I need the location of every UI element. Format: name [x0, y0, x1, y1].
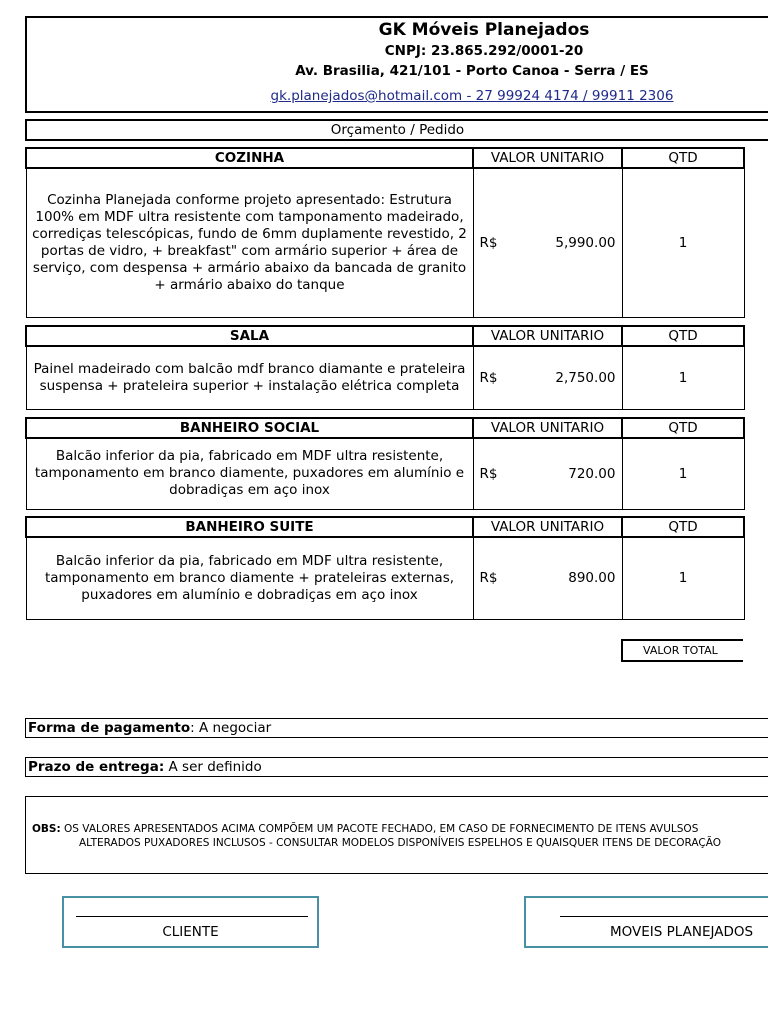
currency-symbol: R$ — [479, 570, 498, 587]
item-qty: 1 — [622, 346, 744, 409]
delivery-value: A ser definido — [164, 759, 262, 775]
column-header-price: VALOR UNITARIO — [473, 418, 622, 438]
document-title: Orçamento / Pedido — [25, 119, 768, 141]
payment-value: : A negociar — [190, 720, 272, 736]
obs-label: OBS: — [32, 823, 61, 835]
column-header-qty: QTD — [622, 517, 744, 537]
item-price — [473, 346, 622, 409]
item-qty: 1 — [622, 537, 744, 619]
section-table-cozinha — [25, 147, 745, 318]
currency-symbol: R$ — [479, 234, 498, 251]
section-title: BANHEIRO SOCIAL — [26, 418, 473, 438]
column-header-qty: QTD — [622, 148, 744, 168]
currency-symbol: R$ — [479, 369, 498, 386]
client-signature-box — [62, 896, 319, 948]
delivery-label: Prazo de entrega: — [28, 759, 165, 775]
section-title: SALA — [26, 326, 473, 346]
payment-label: Forma de pagamento — [28, 720, 191, 736]
column-header-price: VALOR UNITARIO — [473, 326, 622, 346]
price-value: 720.00 — [568, 465, 616, 482]
item-qty: 1 — [622, 168, 744, 317]
section-table-banheiro-social — [25, 417, 745, 510]
column-header-price: VALOR UNITARIO — [473, 517, 622, 537]
item-price — [473, 537, 622, 619]
column-header-qty: QTD — [622, 418, 744, 438]
company-contact-link[interactable]: gk.planejados@hotmail.com - 27 99924 4174 / 99911 2306 — [270, 88, 674, 104]
table-row — [26, 537, 744, 619]
item-description: Balcão inferior da pia, fabricado em MDF ultra resistente, tamponamento em branco diamente, puxadores em alumínio e dobradiças em aço inox — [26, 438, 473, 509]
company-name: GK Móveis Planejados — [378, 20, 590, 40]
column-header-qty: QTD — [622, 326, 744, 346]
table-row — [26, 438, 744, 509]
delivery-terms — [25, 757, 768, 777]
section-table-sala — [25, 325, 745, 410]
item-price — [473, 168, 622, 317]
total-label: VALOR TOTAL — [621, 639, 743, 662]
item-description: Painel madeirado com balcão mdf branco diamante e prateleira suspensa + prateleira superior + instalação elétrica completa — [26, 346, 473, 409]
obs-text-1: OS VALORES APRESENTADOS ACIMA COMPÕEM UM PACOTE FECHADO, EM CASO DE FORNECIMENTO DE ITENS AVULSOS — [60, 823, 699, 835]
obs-line-2: ALTERADOS PUXADORES INCLUSOS - CONSULTAR MODELOS DISPONÍVEIS ESPELHOS E QUAISQUER ITENS DE DECORAÇÃO — [79, 837, 721, 849]
section-title: BANHEIRO SUITE — [26, 517, 473, 537]
item-description: Balcão inferior da pia, fabricado em MDF ultra resistente, tamponamento em branco diamente + prateleiras externas, puxadores em alumínio e dobradiças em aço inox — [26, 537, 473, 619]
item-price — [473, 438, 622, 509]
company-signature-box — [524, 896, 768, 948]
table-row — [26, 346, 744, 409]
company-signature-label: MOVEIS PLANEJADOS — [610, 924, 754, 940]
table-row — [26, 168, 744, 317]
section-table-banheiro-suite — [25, 516, 745, 620]
signature-line — [560, 916, 768, 917]
payment-terms — [25, 718, 768, 738]
price-value: 2,750.00 — [555, 369, 616, 386]
price-value: 5,990.00 — [555, 234, 616, 251]
company-address: Av. Brasilia, 421/101 - Porto Canoa - Serra / ES — [295, 63, 649, 79]
observations-box — [25, 796, 768, 874]
signature-line — [76, 916, 308, 917]
client-signature-label: CLIENTE — [162, 924, 219, 940]
section-title: COZINHA — [26, 148, 473, 168]
obs-line-1 — [32, 822, 698, 836]
price-value: 890.00 — [568, 570, 616, 587]
item-qty: 1 — [622, 438, 744, 509]
item-description: Cozinha Planejada conforme projeto apresentado: Estrutura 100% em MDF ultra resistente com tamponamento madeirado, corrediças telescópicas, fundo de 6mm duplamente revestido, 2 portas de vidro, + breakfast" com armário superior + área de serviço, com despensa + armário abaixo da bancada de granito + armário abaixo do tanque — [26, 168, 473, 317]
currency-symbol: R$ — [479, 465, 498, 482]
company-cnpj: CNPJ: 23.865.292/0001-20 — [384, 43, 584, 59]
column-header-price: VALOR UNITARIO — [473, 148, 622, 168]
